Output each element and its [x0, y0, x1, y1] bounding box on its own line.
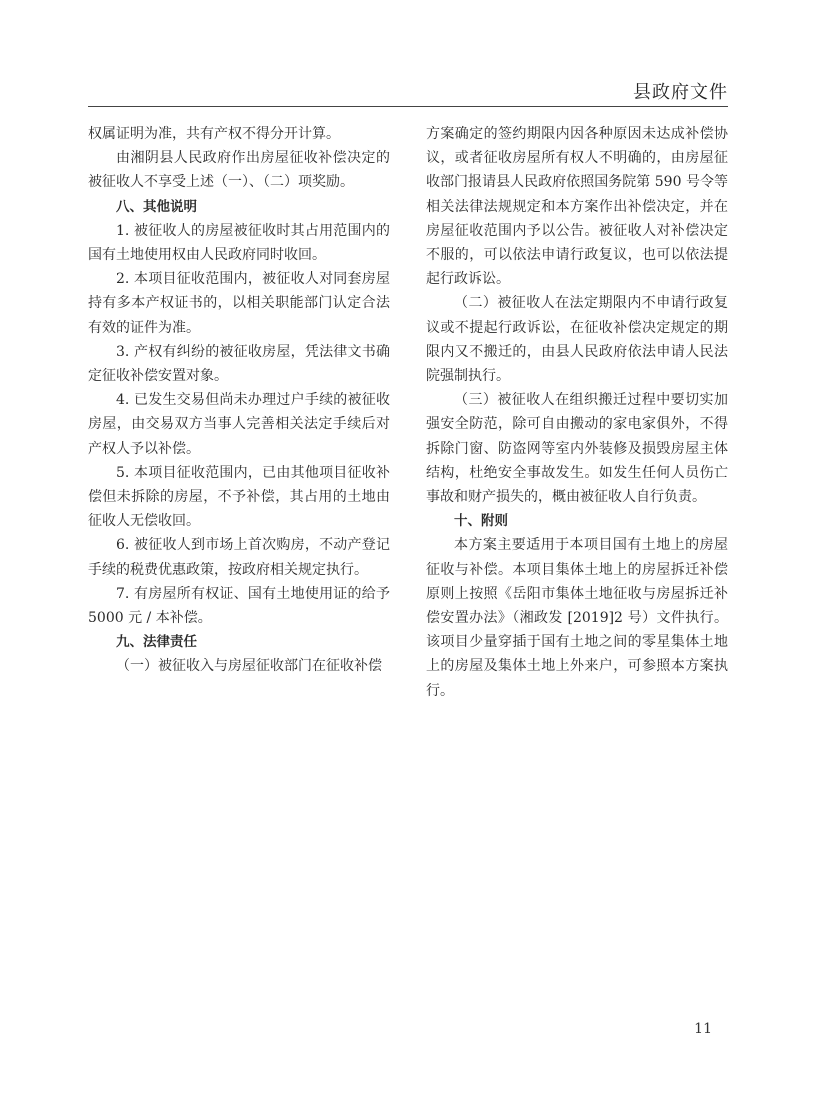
paragraph: 1. 被征收人的房屋被征收时其占用范围内的国有土地使用权由人民政府同时收回。 [88, 222, 390, 264]
paragraph: 7. 有房屋所有权证、国有土地使用证的给予5000 元 / 本补偿。 [88, 585, 390, 627]
section-heading: 九、法律责任 [116, 634, 197, 651]
paragraph: 由湘阴县人民政府作出房屋征收补偿决定的被征收人不享受上述（一）、（二）项奖励。 [88, 150, 390, 191]
paragraph: 本方案主要适用于本项目国有土地上的房屋征收与补偿。本项目集体土地上的房屋拆迁补偿原则上按照《岳阳市集体土地征收与房屋拆迁补偿安置办法》（湘政发 [2019]2 号）文件执行。该项目少量穿插于国有土地之间的零星集体土地上的房屋及集体土地上外来户，可参照本方案执行。 [426, 537, 728, 699]
paragraph: 3. 产权有纠纷的被征收房屋，凭法律文书确定征收补偿安置对象。 [88, 343, 390, 385]
paragraph: 5. 本项目征收范围内，已由其他项目征收补偿但未拆除的房屋，不予补偿，其占用的土地由征收人无偿收回。 [88, 464, 390, 530]
paragraph: 2. 本项目征收范围内，被征收人对同套房屋持有多本产权证书的，以相关职能部门认定合法有效的证件为准。 [88, 271, 390, 336]
left-column [88, 122, 390, 679]
header-title: 县政府文件 [633, 82, 728, 103]
right-column [426, 122, 728, 703]
paragraph: （二）被征收人在法定期限内不申请行政复议或不提起行政诉讼，在征收补偿决定规定的期限内又不搬迁的，由县人民政府依法申请人民法院强制执行。 [426, 295, 728, 385]
paragraph: 权属证明为准，共有产权不得分开计算。 [88, 126, 340, 142]
paragraph: （三）被征收人在组织搬迁过程中要切实加强安全防范，除可自由搬动的家电家俱外，不得拆除门窗、防盗网等室内外装修及损毁房屋主体结构，杜绝安全事故发生。如发生任何人员伤亡事故和财产损失的，概由被征收人自行负责。 [426, 392, 728, 506]
paragraph: 方案确定的签约期限内因各种原因未达成补偿协议，或者征收房屋所有权人不明确的，由房屋征收部门报请县人民政府依照国务院第 590 号令等相关法律法规规定和本方案作出补偿决定，并在房屋征收范围内予以公告。被征收人对补偿决定不服的，可以依法申请行政复议，也可以依法提起行政诉讼。 [426, 126, 728, 288]
page-number: 11 [694, 1021, 712, 1037]
paragraph: 4. 已发生交易但尚未办理过户手续的被征收房屋，由交易双方当事人完善相关法定手续后对产权人予以补偿。 [88, 392, 390, 457]
paragraph: （一）被征收入与房屋征收部门在征收补偿 [116, 658, 382, 675]
paragraph: 6. 被征收人到市场上首次购房，不动产登记手续的税费优惠政策，按政府相关规定执行。 [88, 537, 390, 578]
section-heading: 十、附则 [454, 513, 508, 530]
header-rule [88, 106, 728, 107]
section-heading: 八、其他说明 [116, 198, 197, 215]
